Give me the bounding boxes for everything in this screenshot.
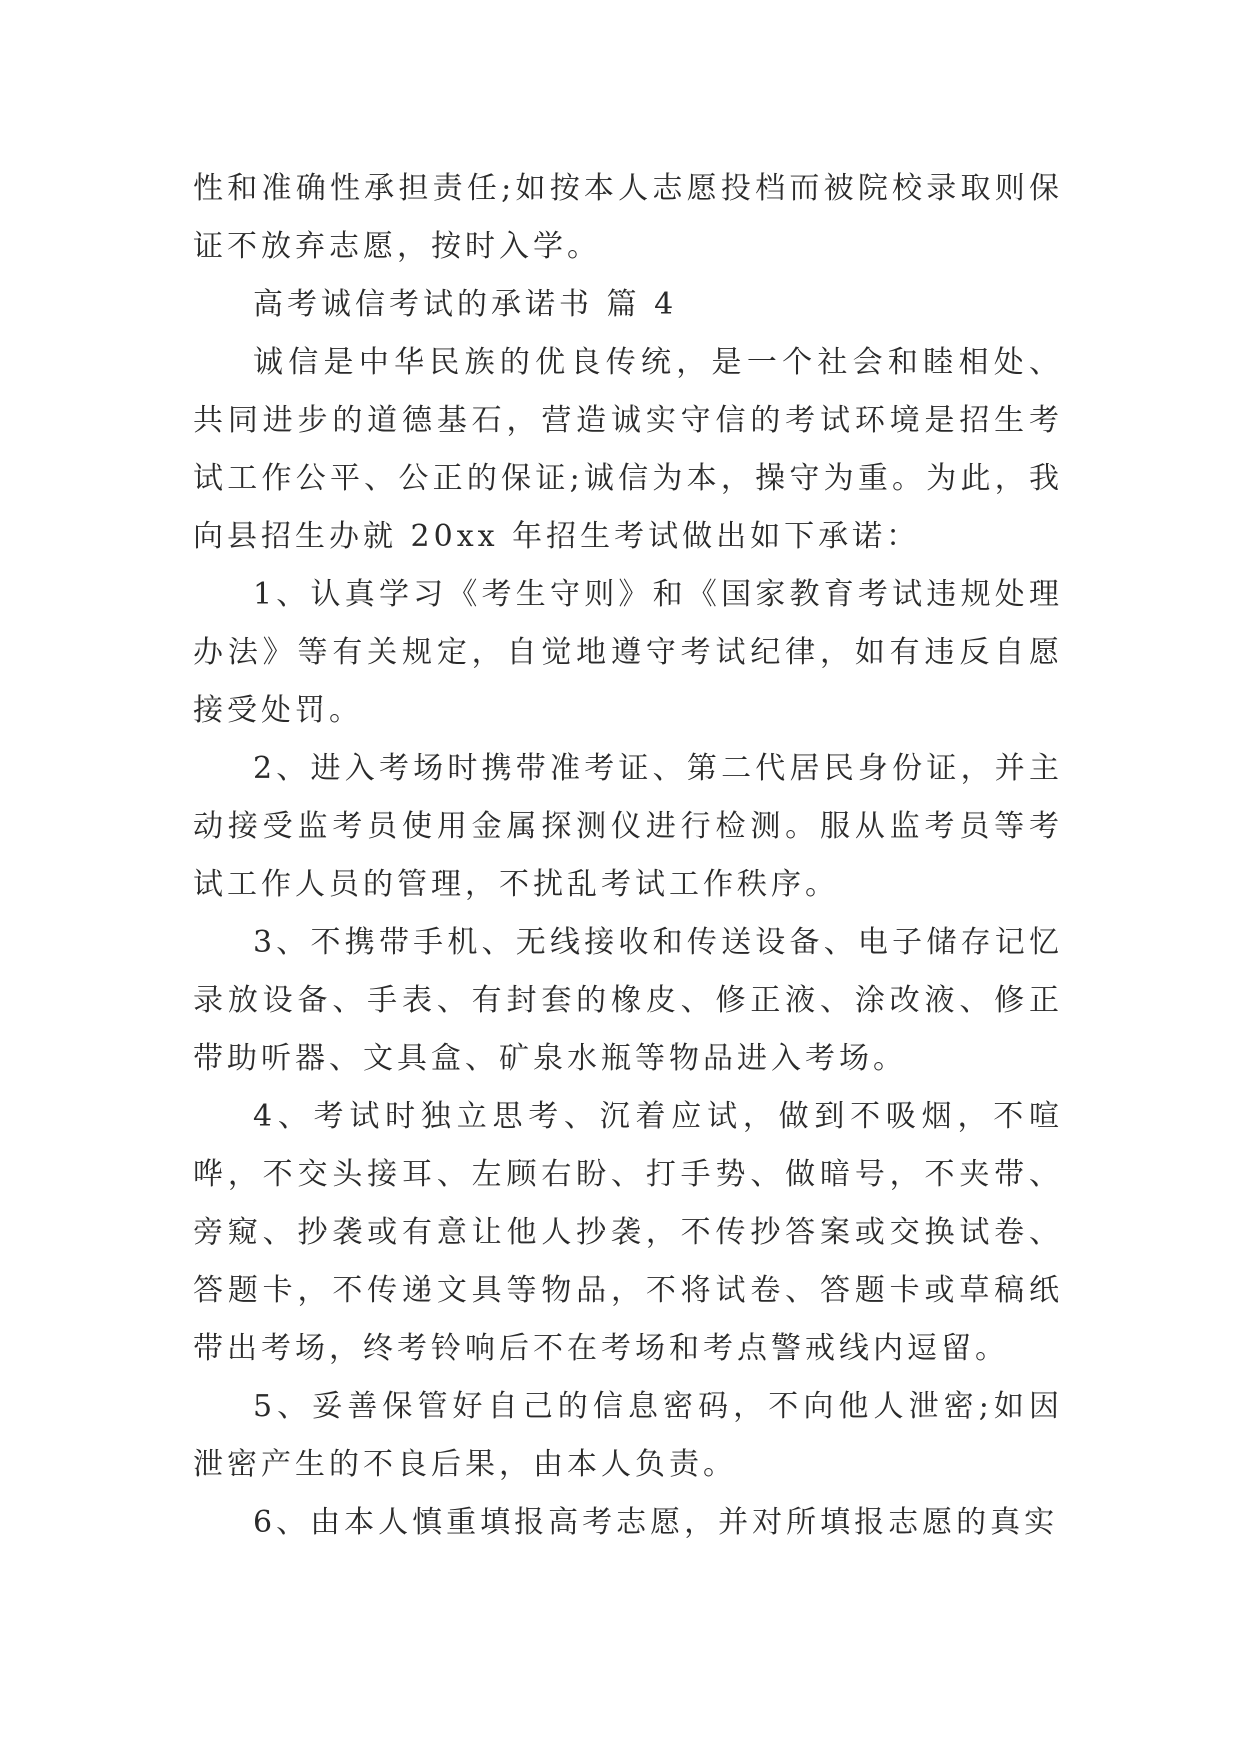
commitment-item-3: 3、不携带手机、无线接收和传送设备、电子储存记忆录放设备、手表、有封套的橡皮、修正液、涂改液、修正带助听器、文具盒、矿泉水瓶等物品进入考场。 [193,925,1063,1076]
commitment-item-4: 4、考试时独立思考、沉着应试，做到不吸烟，不喧哗，不交头接耳、左顾右盼、打手势、做暗号，不夹带、旁窥、抄袭或有意让他人抄袭，不传抄答案或交换试卷、答题卡，不传递文具等物品，不将试卷、答题卡或草稿纸带出考场，终考铃响后不在考场和考点警戒线内逗留。 [193,1099,1063,1366]
section-title: 高考诚信考试的承诺书 篇 4 [253,287,678,322]
commitment-item-2: 2、进入考场时携带准考证、第二代居民身份证，并主动接受监考员使用金属探测仪进行检测。服从监考员等考试工作人员的管理，不扰乱考试工作秩序。 [193,751,1063,902]
document-body [193,160,1063,1552]
commitment-item-5: 5、妥善保管好自己的信息密码，不向他人泄密;如因泄密产生的不良后果，由本人负责。 [193,1389,1063,1482]
intro-paragraph: 诚信是中华民族的优良传统，是一个社会和睦相处、共同进步的道德基石，营造诚实守信的考试环境是招生考试工作公平、公正的保证;诚信为本，操守为重。为此，我向县招生办就 20xx 年招生考试做出如下承诺： [193,345,1063,554]
commitment-item-6: 6、由本人慎重填报高考志愿，并对所填报志愿的真实 [253,1505,1059,1540]
continuation-paragraph: 性和准确性承担责任;如按本人志愿投档而被院校录取则保证不放弃志愿，按时入学。 [193,171,1063,264]
commitment-item-1: 1、认真学习《考生守则》和《国家教育考试违规处理办法》等有关规定，自觉地遵守考试纪律，如有违反自愿接受处罚。 [193,577,1063,728]
